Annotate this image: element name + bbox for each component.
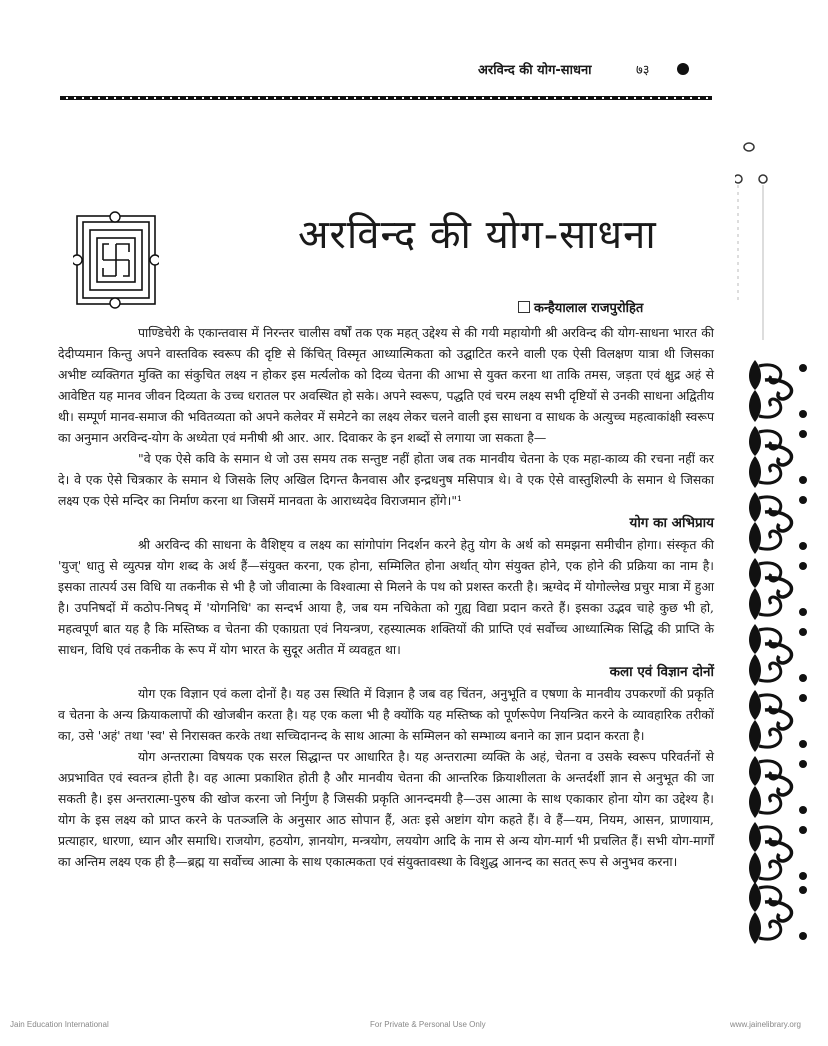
header-dotted-rule [60,96,712,100]
footer-website-link[interactable]: www.jainelibrary.org [730,1020,801,1029]
page-number: ७३ [636,63,650,78]
quote-paragraph: "वे एक ऐसे कवि के समान थे जो उस समय तक सन्तुष्ट नहीं होता जब तक मानवीय चेतना के एक महा-काव्य की रचना नहीं कर दे। वे एक ऐसे चित्रकार के समान थे जिसके लिए अखिल दिगन्त कैनवास और इन्द्रधनुष मसिपात्र थे। वे एक ऐसे वास्तुशिल्पी के समान थे जिसका लक्ष्य एक ऐसे मन्दिर का निर्माण करना था जिसमें मानवता के आराध्यदेव विराजमान होंगे।"¹ [58,451,714,508]
checkbox-square-icon [518,301,530,313]
swastika-maze-motif-icon [73,210,159,310]
ornamental-side-border-icon [745,360,821,945]
body-paragraph: श्री अरविन्द की साधना के वैशिष्ट्य व लक्ष्य का सांगोपांग निदर्शन करने हेतु योग के अर्थ को समझना समीचीन होगा। संस्कृत की 'युज्' धातु से व्युत्पन्न योग शब्द के अर्थ हैं—संयुक्त करना, एक होना, सम्मिलित होना अर्थात् योग संयुक्त होने, एक होने की प्रक्रिया का नाम है। इसका तात्पर्य उस विधि या तकनीक से भी है जो जीवात्मा के विश्वात्मा से मिलने के पथ को प्रशस्त करती है। ऋग्वेद में योगोल्लेख प्रचुर मात्रा में हुआ है। उपनिषदों में कठोप-निषद् में 'योगनिधि' का सन्दर्भ आया है, जब यम नचिकेता को गुह्य विद्या प्रदान करते हैं। इसका उद्भव चाहे कुछ भी हो, महत्वपूर्ण बात यह है कि मस्तिष्क व चेतना की एकाग्रता एवं नियन्त्रण, रहस्यात्मक शक्तियों की प्राप्ति एवं सर्वोच्च आध्यात्मिक सिद्धि की प्राप्ति के साधन, विधि एवं तकनीक के रूप में योग भारत के सुदूर अतीत में व्यवहृत था। [58,537,714,657]
footer-publisher: Jain Education International [10,1020,109,1029]
body-paragraph: योग एक विज्ञान एवं कला दोनों है। यह उस स्थिति में विज्ञान है जब वह चिंतन, अनुभूति व एषणा के मानवीय उपकरणों की प्रकृति व चेतना के अन्य क्रियाकलापों की खोजबीन करता है। यह एक कला भी है क्योंकि यह मस्तिष्क को पूर्णरूपेण नियन्त्रित करने के व्यावहारिक तरीकों का, उसे 'अहं' तथा 'स्व' से निरासक्त करके तथा सच्चिदानन्द के साथ आत्मा के सम्मिलन को सम्भाव्य बनाने का ज्ञान प्रदान करता है। [58,686,714,743]
author-line [518,298,643,316]
footer-usage-note: For Private & Personal Use Only [370,1020,486,1029]
intro-paragraph: पाण्डिचेरी के एकान्तवास में निरन्तर चालीस वर्षों तक एक महत् उद्देश्य से की गयी महायोगी श्री अरविन्द की योग-साधना भारत की देदीप्यमान किन्तु अपने वास्तविक स्वरूप की दृष्टि से किंचित् विस्मृत आध्यात्मिकता को उद्घाटित करने वाली एक ऐसी विलक्षण यात्रा थी जिसका अभीष्ट व्यक्तिगत मुक्ति का संकुचित लक्ष्य न होकर इस मर्त्यलोक को दिव्य चेतना की आभा से युक्त करना था ताकि तमस, जड़ता एवं क्षुद्र अहं से आवेष्टित यह मानव जीवन दिव्यता के उच्च धरातल पर अवस्थित हो सके। अपने स्वरूप, पद्धति एवं चरम लक्ष्य सभी दृष्टियों से उनकी साधना अद्वितीय थी। सम्पूर्ण मानव-समाज की भवितव्यता को अपने कलेवर में समेटने का लक्ष्य लेकर चलने वाली इस साधना व साधक के अत्युच्च महत्वाकांक्षी स्वरूप का अनुमान अरविन्द-योग के अध्येता एवं मनीषी श्री आर. आर. दिवाकर के इन शब्दों से लगाया जा सकता है— [58,325,714,445]
author-name: कन्हैयालाल राजपुरोहित [534,301,644,316]
section-heading: कला एवं विज्ञान दोनों [609,664,714,680]
section-heading: योग का अभिप्राय [629,515,714,531]
binding-rings-icon [735,140,795,340]
article-title: अरविन्द की योग-साधना [298,212,657,258]
header-bullet-icon [677,63,689,75]
running-head: अरविन्द की योग-साधना [478,63,592,78]
article-body [58,322,714,872]
body-paragraph: योग अन्तरात्मा विषयक एक सरल सिद्धान्त पर आधारित है। यह अन्तरात्मा व्यक्ति के अहं, चेतना व उसके स्वरूप परिवर्तनों से अप्रभावित एवं स्वतन्त्र होती है। वह आत्मा प्रकाशित होती है और मानवीय चेतना की आन्तरिक क्रियाशीलता के अन्तर्दर्शी ज्ञान से अनुभूत की जा सकती है। इस अन्तरात्मा-पुरुष की खोज करना जो निर्गुण है जिसकी प्रकृति आनन्दमयी है—उस आत्मा के साथ एकाकार होना योग का उद्देश्य है। योग के इस लक्ष्य को प्राप्त करने के पतञ्जलि के अनुसार आठ सोपान हैं, अतः इसे अष्टांग योग कहते हैं। वे हैं—यम, नियम, आसन, प्राणायाम, प्रत्याहार, धारणा, ध्यान और समाधि। राजयोग, हठयोग, ज्ञानयोग, मन्त्रयोग, लययोग आदि के नाम से अन्य योग-मार्ग भी प्रचलित हैं। सभी योग-मार्गों का अन्तिम लक्ष्य एक ही है—ब्रह्म या सर्वोच्च आत्मा के साथ एकात्मकता एवं संयुक्तावस्था के विशुद्ध आनन्द का सतत् रूप से अनुभव करना। [58,749,714,869]
